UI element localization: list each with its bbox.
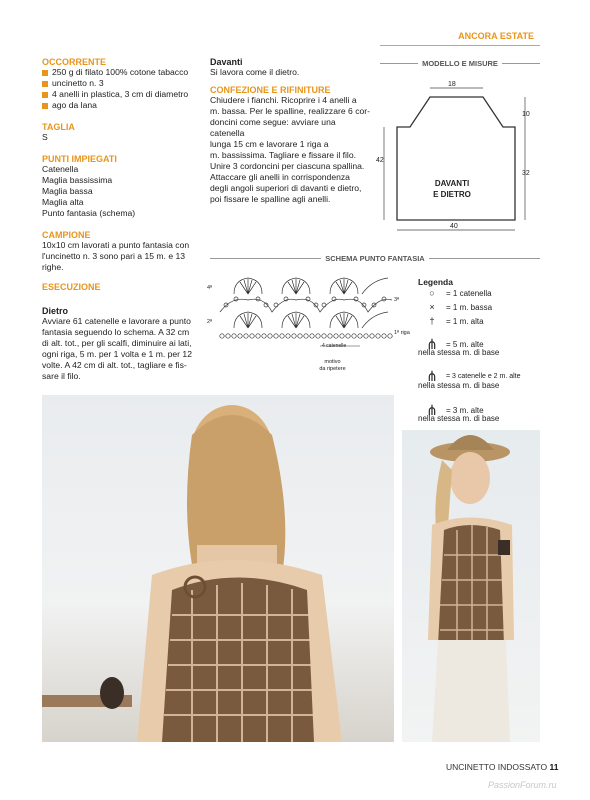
taglia-value: S	[42, 132, 48, 142]
taglia-title: TAGLIA	[42, 122, 75, 132]
punti-item: Maglia bassissima	[42, 175, 113, 185]
punti-item: Punto fantasia (schema)	[42, 208, 136, 218]
confezione-line: m. bassissima. Tagliare e fissare il filo.	[210, 150, 356, 160]
legend-text: = 1 m. bassa	[446, 302, 493, 312]
legend-title: Legenda	[418, 277, 453, 287]
double-crochet-icon: †	[429, 316, 435, 326]
schema-title	[210, 254, 540, 263]
photo-front-view	[402, 430, 540, 742]
dietro-title: Dietro	[42, 306, 69, 316]
left-column	[42, 57, 202, 382]
measure-left: 42	[376, 157, 384, 164]
modello-title	[380, 59, 540, 68]
legend-item	[418, 316, 484, 326]
measure-right-top: 10	[522, 111, 530, 118]
garment-outline	[397, 97, 515, 220]
row-1	[220, 334, 392, 338]
esecuzione-title: ESECUZIONE	[42, 282, 101, 292]
row-2	[234, 312, 388, 328]
garment-label-line1: DAVANTI	[434, 179, 470, 188]
dietro-line: ogni riga, 5 m. per 1 volta e 1 m. per 12	[42, 349, 192, 359]
davanti-title: Davanti	[210, 57, 243, 67]
garment-label	[412, 178, 492, 200]
measure-top: 18	[448, 81, 456, 88]
row-label-4: 4ª	[207, 285, 213, 291]
fan-5-icon: ⋔	[426, 336, 438, 352]
list-item: 250 g di filato 100% cotone tabacco	[42, 67, 202, 78]
punti-item: Maglia bassa	[42, 186, 93, 196]
confezione-line: doncini come segue: avviare una catenella	[210, 117, 336, 138]
occorrente-title: OCCORRENTE	[42, 57, 107, 67]
confezione-title: CONFEZIONE E RIFINITURE	[210, 85, 331, 95]
model-back-illustration	[42, 395, 394, 742]
row-label-2: 2ª	[207, 319, 213, 325]
punti-item: Maglia alta	[42, 197, 84, 207]
measure-bottom: 40	[450, 223, 458, 230]
legend-note: nella stessa m. di base	[418, 348, 500, 357]
page-footer	[446, 762, 558, 772]
legend-note: nella stessa m. di base	[418, 414, 500, 423]
confezione-line: poi fissare le spalline agli anelli.	[210, 194, 331, 204]
legend-text: = 1 m. alta	[446, 316, 484, 326]
dietro-line: volte. A 42 cm di alt. tot., tagliare e fis-	[42, 360, 187, 370]
confezione-line: m. bassa. Per le spalline, realizzare 6 cor-	[210, 106, 371, 116]
davanti-text: Si lavora come il dietro.	[210, 67, 300, 77]
legend-text: = 5 m. alte	[446, 340, 484, 349]
punti-item: Catenella	[42, 164, 79, 174]
garment-label-line2: E DIETRO	[433, 190, 471, 199]
row-4	[234, 278, 388, 294]
campione-title: CAMPIONE	[42, 230, 91, 240]
model-front-illustration	[402, 430, 540, 742]
list-item: ago da lana	[42, 100, 202, 111]
punti-title: PUNTI IMPIEGATI	[42, 154, 117, 164]
dietro-line: sare il filo.	[42, 371, 81, 381]
crochet-chart	[212, 272, 402, 347]
motivo-line1: motivo	[324, 359, 341, 365]
single-crochet-icon: ×	[429, 302, 435, 312]
section-label: ANCORA ESTATE	[458, 31, 534, 41]
modello-title-text: MODELLO E MISURE	[418, 59, 502, 68]
schematic-diagram	[375, 72, 540, 237]
fan-3-icon: ⋔	[426, 402, 438, 418]
dietro-line: di alt. tot., per gli scalfi, diminuire ai lati,	[42, 338, 192, 348]
chain-icon: ○	[429, 288, 435, 298]
row-label-1: 1ª riga	[394, 330, 410, 336]
legend-text: = 3 m. alte	[446, 406, 484, 415]
watermark: PassionForum.ru	[488, 780, 557, 790]
motivo-label	[310, 359, 355, 373]
legend-note: nella stessa m. di base	[418, 381, 500, 390]
confezione-line: Unire 3 cordoncini per ciascuna spallina.	[210, 161, 365, 171]
chain-label: 4 catenelle	[322, 343, 347, 349]
magazine-name: UNCINETTO INDOSSATO	[446, 762, 548, 772]
page-number: 11	[549, 762, 559, 772]
section-header	[380, 30, 540, 46]
legend-item	[418, 288, 492, 298]
confezione-line: degli angoli superiori di davanti e dietro,	[210, 183, 362, 193]
row-3	[220, 297, 392, 312]
list-item: 4 anelli in plastica, 3 cm di diametro	[42, 89, 202, 100]
motivo-line2: da ripetere	[319, 366, 346, 372]
campione-line: righe.	[42, 262, 64, 272]
confezione-line: lunga 15 cm e lavorare 1 riga a	[210, 139, 329, 149]
dietro-line: fantasia seguendo lo schema. A 32 cm	[42, 327, 190, 337]
fan-3ch-icon: ⋔	[426, 368, 438, 384]
schema-title-text: SCHEMA PUNTO FANTASIA	[321, 254, 428, 263]
occorrente-list	[42, 67, 202, 111]
photo-back-view	[42, 395, 394, 742]
legend-text: = 3 catenelle e 2 m. alte	[446, 373, 521, 380]
dietro-line: Avviare 61 catenelle e lavorare a punto	[42, 316, 191, 326]
measure-right: 32	[522, 170, 530, 177]
campione-line: 10x10 cm lavorati a punto fantasia con	[42, 240, 190, 250]
legend-item	[418, 302, 492, 312]
campione-line: l'uncinetto n. 3 sono pari a 15 m. e 13	[42, 251, 186, 261]
confezione-line: Attaccare gli anelli in corrispondenza	[210, 172, 350, 182]
confezione-line: Chiudere i fianchi. Ricoprire i 4 anelli a	[210, 95, 357, 105]
list-item: uncinetto n. 3	[42, 78, 202, 89]
legend-text: = 1 catenella	[446, 288, 492, 298]
row-label-3: 3ª	[394, 297, 400, 303]
middle-column	[210, 57, 370, 205]
